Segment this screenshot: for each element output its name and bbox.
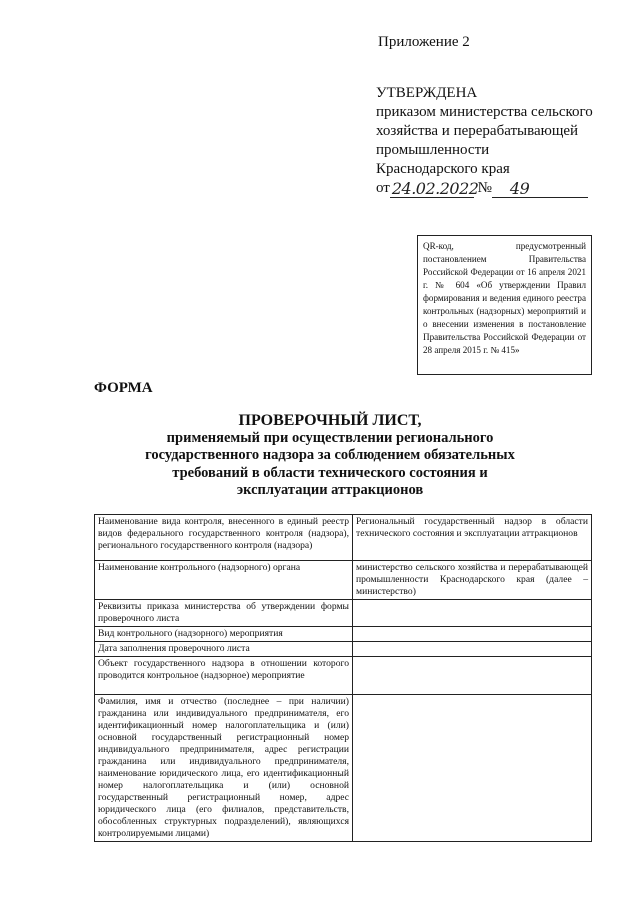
row-value [353, 627, 592, 642]
table-row [95, 600, 592, 627]
approved-line: хозяйства и перерабатывающей [376, 123, 579, 139]
form-label: ФОРМА [94, 380, 153, 396]
document-title [140, 412, 520, 500]
row-value [353, 600, 592, 627]
row-value [353, 657, 592, 695]
table-row [95, 561, 592, 600]
checklist-info-table [94, 514, 592, 842]
appendix-label: Приложение 2 [378, 34, 470, 50]
number-prefix: № [477, 180, 492, 196]
approval-block [376, 84, 616, 198]
title-line: эксплуатации аттракционов [236, 482, 424, 498]
approved-line: промышленности [376, 142, 490, 158]
approved-line: Краснодарского края [376, 161, 510, 177]
row-label: Наименование контрольного (надзорного) органа [95, 561, 353, 600]
table-row [95, 515, 592, 561]
table-row [95, 657, 592, 695]
table-row [95, 627, 592, 642]
number-field [492, 181, 588, 198]
row-label: Наименование вида контроля, внесенного в единый реестр видов федерального государственного контроля (надзора), регионального государственного контроля (надзора) [95, 515, 353, 561]
title-line: применяемый при осуществлении регионального [166, 429, 494, 446]
date-prefix: от [376, 180, 390, 196]
row-value: Региональный государственный надзор в области технического состояния и эксплуатации аттракционов [353, 515, 592, 561]
approved-title: УТВЕРЖДЕНА [376, 85, 478, 101]
approved-line: приказом министерства сельского [376, 104, 593, 120]
row-value: министерство сельского хозяйства и перерабатывающей промышленности Краснодарского края (далее – министерство) [353, 561, 592, 600]
number-handwritten: 49 [509, 179, 530, 198]
title-main: ПРОВЕРОЧНЫЙ ЛИСТ, [238, 412, 422, 429]
row-value [353, 642, 592, 657]
row-label: Вид контрольного (надзорного) мероприятия [95, 627, 353, 642]
title-line: требований в области технического состояния и [172, 464, 488, 481]
row-label: Фамилия, имя и отчество (последнее – при наличии) гражданина или индивидуального предпринимателя, его идентификационный номер налогоплательщика и (или) основной государственный регистрационный номер индивидуального предпринимателя, адрес регистрации гражданина или индивидуального предпринимателя, наименование юридического лица, его идентификационный номер налогоплательщика и (или) основной государственный регистрационный номер, адрес юридического лица (его филиалов, представительств, обособленных структурных подразделений), являющихся контролируемыми лицами) [95, 695, 353, 842]
row-label: Объект государственного надзора в отношении которого проводится контрольное (надзорное) мероприятие [95, 657, 353, 695]
title-line: государственного надзора за соблюдением обязательных [145, 447, 515, 463]
date-handwritten: 24.02.2022 [391, 179, 479, 198]
table-row [95, 642, 592, 657]
date-field [390, 179, 479, 198]
qr-code-note: QR-код, предусмотренный постановлением Правительства Российской Федерации от 16 апреля 2021 г. № 604 «Об утверждении Правил формирования и ведения единого реестра контрольных (надзорных) мероприятий и о внесении изменения в постановление Правительства Российской Федерации от 28 апреля 2015 г. № 415» [417, 235, 592, 375]
table-row [95, 695, 592, 842]
approval-date-line [376, 179, 616, 198]
row-label: Дата заполнения проверочного листа [95, 642, 353, 657]
row-value [353, 695, 592, 842]
row-label: Реквизиты приказа министерства об утверждении формы проверочного листа [95, 600, 353, 627]
